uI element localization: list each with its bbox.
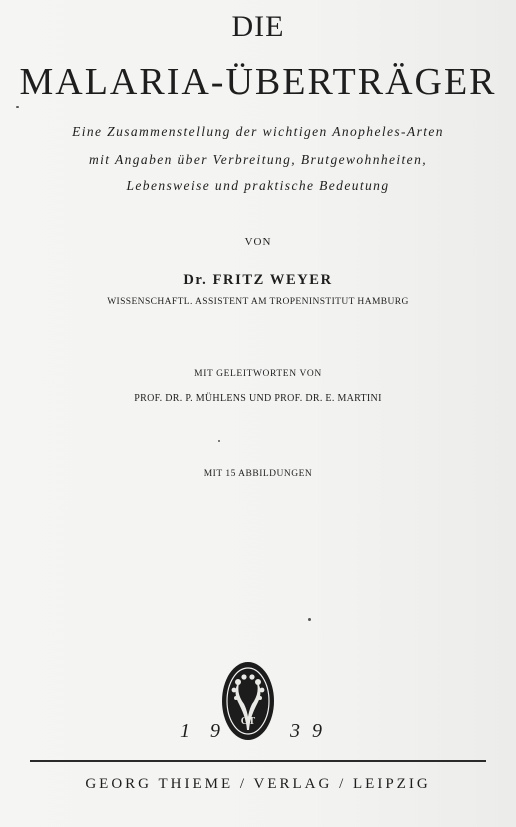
subtitle-line-1: Eine Zusammenstellung der wichtigen Anopheles-Arten (72, 124, 444, 139)
print-speck (308, 618, 311, 621)
subtitle-line-3: Lebensweise und praktische Bedeutung (126, 178, 390, 193)
title-line-2: MALARIA-ÜBERTRÄGER (19, 61, 497, 103)
author-affiliation: WISSENSCHAFTL. ASSISTENT AM TROPENINSTITUT HAMBURG (107, 297, 409, 307)
forewords-names: PROF. DR. P. MÜHLENS UND PROF. DR. E. MARTINI (134, 393, 382, 404)
print-speck (218, 440, 220, 442)
by-label: VON (244, 236, 272, 248)
publisher-emblem-icon (220, 660, 276, 742)
subtitle-line-2: mit Angaben über Verbreitung, Brutgewohnheiten, (88, 152, 427, 167)
author-prefix: Dr. (183, 272, 208, 288)
forewords-label: MIT GELEITWORTEN VON (194, 369, 322, 379)
publisher-imprint: GEORG THIEME / VERLAG / LEIPZIG (85, 776, 431, 792)
emblem-monogram: GT (240, 716, 256, 727)
print-speck (16, 106, 19, 108)
author-full-name: FRITZ WEYER (212, 272, 333, 288)
divider-rule (30, 760, 486, 762)
year-digit: 9 (210, 720, 220, 742)
illustrations-note: MIT 15 ABBILDUNGEN (203, 469, 313, 479)
title-line-1: DIE (231, 10, 285, 43)
year-digit: 9 (312, 720, 322, 742)
year-digit: 1 (180, 720, 190, 742)
author-name (0, 272, 516, 289)
year-digit: 3 (290, 720, 300, 742)
